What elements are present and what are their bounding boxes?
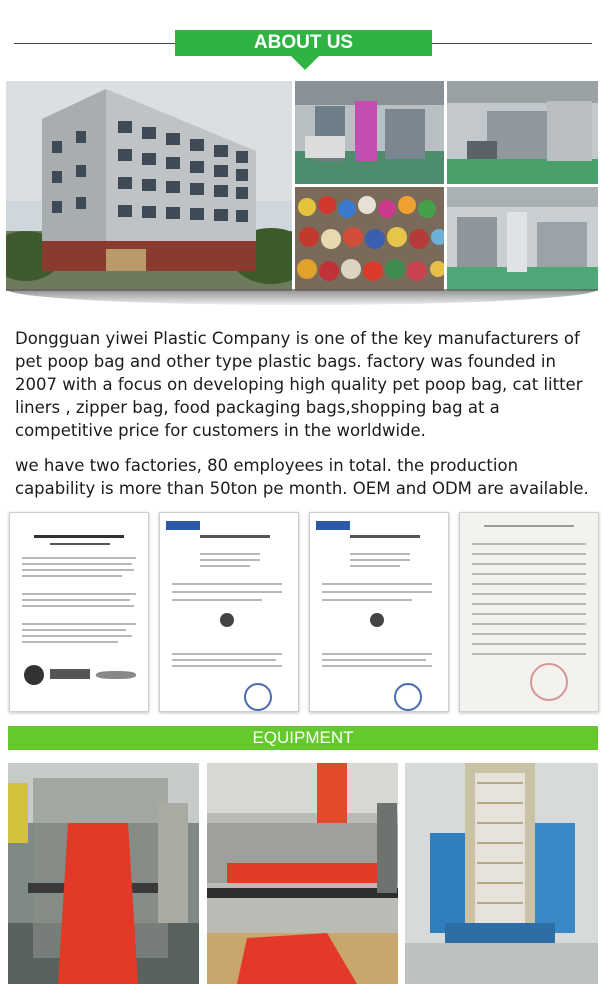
equipment-banner: EQUIPMENT [8, 726, 598, 750]
certificate-2 [159, 512, 299, 712]
certificate-4 [459, 512, 599, 712]
company-description: Dongguan yiwei Plastic Company is one of the key manufacturers of pet poop bag and other type plastic bags. factory was founded in 2007 with a focus on developing high quality pet poop bag, cat litter liners , zipper bag, food packaging bags,shopping bag at a competitive price for customers in the worldwide. [15, 329, 583, 440]
header-rule-right [432, 43, 592, 44]
photo-shadow [6, 289, 598, 305]
factory-machine-photo-1 [295, 81, 444, 184]
factory-machine-photo-2 [447, 81, 598, 184]
certificate-1 [9, 512, 149, 712]
plastic-rolls-photo [295, 187, 444, 291]
bag-making-machine-photo-1 [8, 763, 199, 984]
header-rule-left [14, 43, 175, 44]
about-us-arrow [291, 56, 319, 70]
capacity-description: we have two factories, 80 employees in total. the production capability is more than 50ton pe month. OEM and ODM are available. [15, 456, 589, 498]
bag-making-machine-photo-2 [207, 763, 398, 984]
factory-building-photo [6, 81, 292, 291]
film-blowing-machine-photo [405, 763, 598, 984]
certificate-3 [309, 512, 449, 712]
about-us-banner: ABOUT US [175, 30, 432, 56]
factory-line-photo [447, 187, 598, 291]
